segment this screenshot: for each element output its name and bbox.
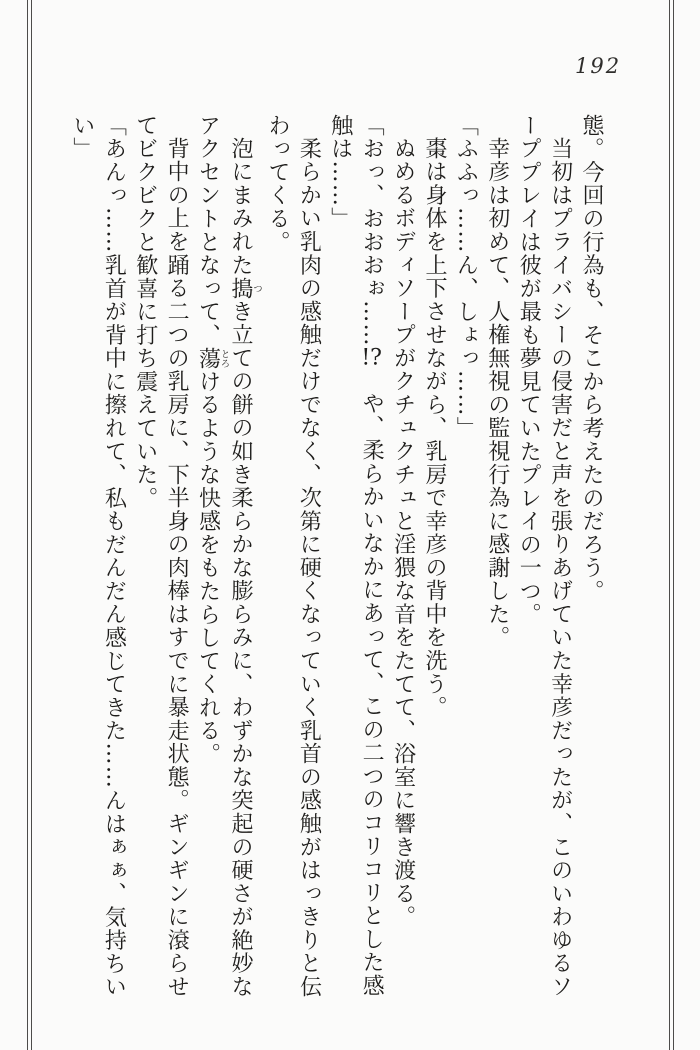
paragraph: 当初はプライバシーの侵害だと声を張りあげていた幸彦だったが、このいわゆるソーププレイは彼が最も夢見ていたプレイの一つ。 xyxy=(516,114,573,999)
right-edge-rule xyxy=(669,0,674,1050)
tate-chu-yoko: !? xyxy=(361,346,382,369)
text-block xyxy=(71,114,607,1002)
paragraph: 泡にまみれた搗つき立ての餅の如き柔らかな膨らみに、わずかな突起の硬さが絶妙なアクセントとなって、蕩とろけるような快感をもたらしてくれる。 xyxy=(195,114,263,999)
paragraph: 「あんっ……乳首が背中に擦れて、私もだんだん感じてきた……んはぁぁ、気持ちいい」 xyxy=(69,114,127,999)
ruby-annotated-kanji: 搗つ xyxy=(228,276,263,301)
paragraph: 「おっ、おおおぉ……!? や、柔らかいなかにあって、この二つのコリコリとした感触は……」 xyxy=(327,114,385,998)
paragraph: 幸彦は初めて、人権無視の監視行為に感謝した。 xyxy=(484,137,510,650)
paragraph: 態。今回の行為も、そこから考えたのだろう。 xyxy=(579,114,604,603)
ruby-annotated-kanji: 蕩とろ xyxy=(195,346,230,371)
page-number: 192 xyxy=(575,54,622,78)
paragraph: 背中の上を踊る二つの乳房に、下半身の肉棒はすでに暴走状態。ギンギンに滾らせてビクビクと歓喜に打ち震えていた。 xyxy=(132,114,190,999)
left-edge-rule xyxy=(27,0,32,1050)
paragraph: ぬめるボディソープがクチュクチュと淫猥な音をたてて、浴室に響き渡る。 xyxy=(390,137,416,929)
paragraph: 「ふふっ……ん、しょっ……」 xyxy=(453,114,479,440)
paragraph: 棗は身体を上下させながら、乳房で幸彦の背中を洗う。 xyxy=(421,137,447,720)
paragraph: 柔らかい乳肉の感触だけでなく、次第に硬くなっていく乳首の感触がはっきりと伝わってくる。 xyxy=(264,114,322,999)
